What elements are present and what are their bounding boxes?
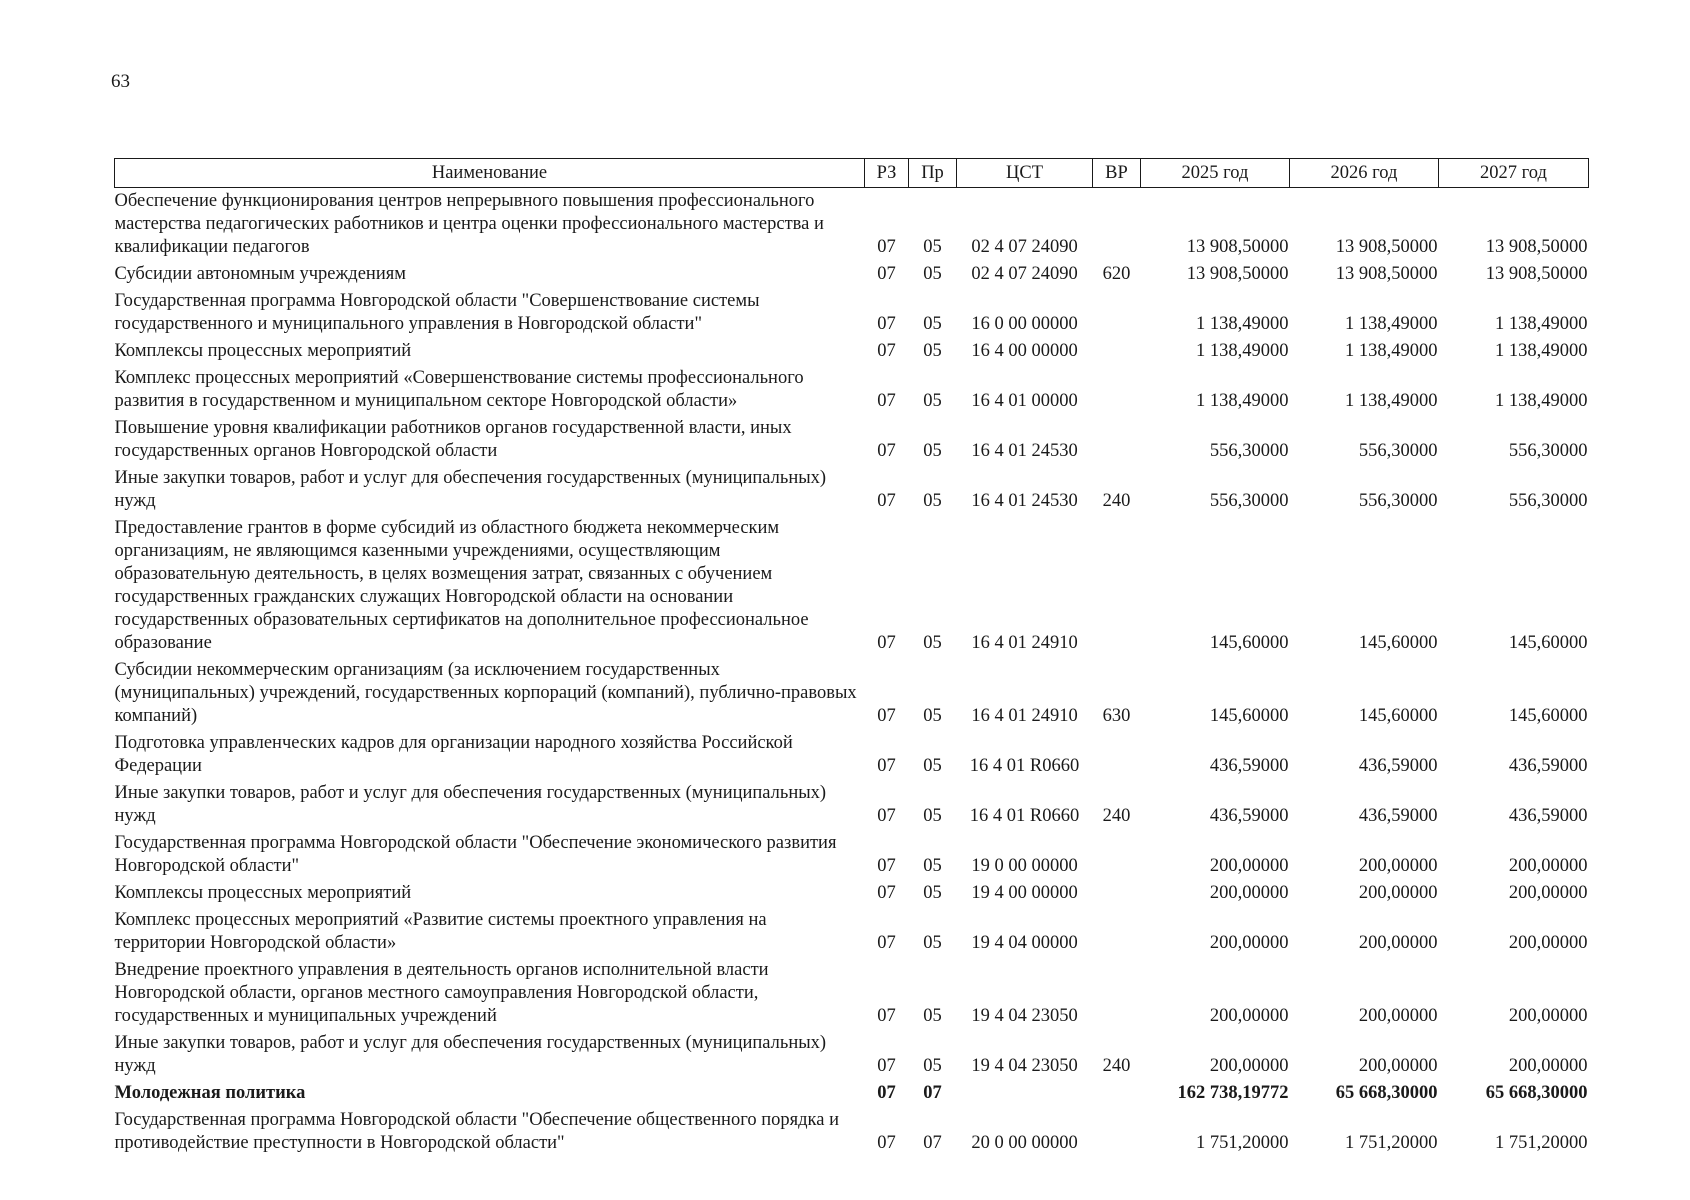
- cell-rz: 07: [877, 856, 896, 876]
- cell-2025: 1 138,49000: [1196, 314, 1289, 334]
- cell-rz: 07: [877, 756, 896, 776]
- cell-2027: 145,60000: [1508, 706, 1588, 726]
- cell-2027: 13 908,50000: [1485, 237, 1588, 257]
- cell-rz: 07: [877, 1056, 896, 1076]
- cell-2025: 436,59000: [1209, 806, 1289, 826]
- cell-cst: 19 4 04 00000: [971, 933, 1078, 953]
- cell-2027: 1 138,49000: [1495, 341, 1588, 361]
- cell-vr: [1093, 1107, 1141, 1157]
- cell-2025: 162 738,19772: [1177, 1083, 1289, 1103]
- cell-name: Обеспечение функционирования центров непрерывного повышения профессионального мастерства педагогических работников и центра оценки профессионального мастерства и квалификации педагогов: [114, 191, 824, 257]
- cell-vr: [1093, 415, 1141, 465]
- cell-cst: 16 4 01 24530: [971, 491, 1078, 511]
- cell-vr: [1093, 880, 1141, 907]
- header-2026: 2026 год: [1290, 159, 1439, 188]
- cell-2025: 1 751,20000: [1196, 1133, 1289, 1153]
- cell-2025: 200,00000: [1209, 883, 1289, 903]
- cell-pr: 05: [923, 706, 942, 726]
- cell-2026: 1 751,20000: [1345, 1133, 1438, 1153]
- cell-2027: 200,00000: [1508, 933, 1588, 953]
- cell-cst: 16 4 01 24910: [971, 633, 1078, 653]
- cell-2025: 1 138,49000: [1196, 391, 1289, 411]
- cell-2027: 13 908,50000: [1485, 264, 1588, 284]
- cell-cst: 02 4 07 24090: [971, 237, 1078, 257]
- cell-name: Комплекс процессных мероприятий «Совершенствование системы профессионального развития в государственном и муниципальном секторе Новгородской области»: [114, 368, 804, 411]
- cell-rz: 07: [877, 314, 896, 334]
- table-header-row: [115, 159, 1589, 188]
- cell-2025: 200,00000: [1209, 1056, 1289, 1076]
- header-rz: РЗ: [865, 159, 909, 188]
- cell-2027: 436,59000: [1508, 756, 1588, 776]
- table-row: [115, 261, 1589, 288]
- cell-cst: 16 4 01 24910: [971, 706, 1078, 726]
- header-2025: 2025 год: [1141, 159, 1290, 188]
- cell-name: Подготовка управленческих кадров для организации народного хозяйства Российской Федерации: [114, 733, 793, 776]
- cell-name: Предоставление грантов в форме субсидий из областного бюджета некоммерческим организациям, не являющимся казенными учреждениями, осуществляющим образовательную деятельность, в целях возмещения затрат, связанных с обучением государственных гражданских служащих Новгородской области на основании государственных образовательных сертификатов на дополнительное профессиональное образование: [114, 518, 809, 653]
- cell-2026: 1 138,49000: [1345, 341, 1438, 361]
- header-2027: 2027 год: [1439, 159, 1589, 188]
- cell-2027: 1 138,49000: [1495, 314, 1588, 334]
- cell-2026: 200,00000: [1358, 933, 1438, 953]
- table-row: [115, 415, 1589, 465]
- cell-pr: 05: [923, 933, 942, 953]
- cell-2026: 200,00000: [1358, 1056, 1438, 1076]
- cell-2025: 145,60000: [1209, 633, 1289, 653]
- cell-2026: 200,00000: [1358, 1006, 1438, 1026]
- cell-cst: 16 0 00 00000: [971, 314, 1078, 334]
- cell-2026: 13 908,50000: [1335, 264, 1438, 284]
- table-row: [115, 780, 1589, 830]
- cell-vr: 620: [1102, 264, 1131, 284]
- cell-2026: 436,59000: [1358, 756, 1438, 776]
- cell-vr: [1093, 957, 1141, 1030]
- table-row: [115, 1080, 1589, 1107]
- table-row: [115, 515, 1589, 657]
- cell-2027: 556,30000: [1508, 441, 1588, 461]
- cell-cst: 19 4 00 00000: [971, 883, 1078, 903]
- table-row: [115, 957, 1589, 1030]
- cell-2026: 65 668,30000: [1335, 1083, 1438, 1103]
- cell-2025: 13 908,50000: [1186, 237, 1289, 257]
- cell-cst: 20 0 00 00000: [971, 1133, 1078, 1153]
- cell-rz: 07: [877, 706, 896, 726]
- cell-vr: [1093, 830, 1141, 880]
- cell-pr: 05: [923, 391, 942, 411]
- table-row: [115, 365, 1589, 415]
- cell-pr: 05: [923, 883, 942, 903]
- cell-cst: 16 4 01 24530: [971, 441, 1078, 461]
- table-row: [115, 338, 1589, 365]
- table-row: [115, 657, 1589, 730]
- cell-2026: 556,30000: [1358, 441, 1438, 461]
- cell-pr: 05: [923, 264, 942, 284]
- cell-pr: 05: [923, 1006, 942, 1026]
- cell-2026: 200,00000: [1358, 883, 1438, 903]
- cell-cst: 02 4 07 24090: [971, 264, 1078, 284]
- cell-2027: 1 138,49000: [1495, 391, 1588, 411]
- table-row: [115, 465, 1589, 515]
- cell-cst: 19 0 00 00000: [971, 856, 1078, 876]
- cell-2025: 145,60000: [1209, 706, 1289, 726]
- cell-2027: 200,00000: [1508, 856, 1588, 876]
- cell-rz: 07: [877, 341, 896, 361]
- cell-2026: 13 908,50000: [1335, 237, 1438, 257]
- cell-cst: 19 4 04 23050: [971, 1006, 1078, 1026]
- cell-pr: 05: [923, 237, 942, 257]
- cell-pr: 05: [923, 633, 942, 653]
- cell-name: Иные закупки товаров, работ и услуг для обеспечения государственных (муниципальных) нужд: [114, 783, 827, 826]
- cell-rz: 07: [877, 264, 896, 284]
- table-row: [115, 730, 1589, 780]
- cell-cst: 16 4 00 00000: [971, 341, 1078, 361]
- cell-cst: [957, 1080, 1093, 1107]
- header-name: Наименование: [115, 159, 865, 188]
- cell-pr: 07: [923, 1083, 942, 1103]
- cell-name: Внедрение проектного управления в деятельность органов исполнительной власти Новгородской области, органов местного самоуправления Новгородской области, государственных и муниципальных учреждений: [114, 960, 769, 1026]
- cell-vr: [1093, 288, 1141, 338]
- cell-vr: 240: [1102, 1056, 1131, 1076]
- cell-rz: 07: [877, 491, 896, 511]
- cell-rz: 07: [877, 237, 896, 257]
- cell-vr: 240: [1102, 806, 1131, 826]
- table-row: [115, 880, 1589, 907]
- cell-name: Повышение уровня квалификации работников органов государственной власти, иных государственных органов Новгородской области: [114, 418, 792, 461]
- cell-2026: 145,60000: [1358, 706, 1438, 726]
- header-cst: ЦСТ: [957, 159, 1093, 188]
- table-row: [115, 188, 1589, 262]
- cell-name: Молодежная политика: [114, 1083, 306, 1103]
- cell-2025: 13 908,50000: [1186, 264, 1289, 284]
- cell-2026: 1 138,49000: [1345, 391, 1438, 411]
- cell-rz: 07: [877, 883, 896, 903]
- cell-2026: 145,60000: [1358, 633, 1438, 653]
- cell-name: Государственная программа Новгородской области "Совершенствование системы государственного и муниципального управления в Новгородской области": [114, 291, 760, 334]
- table-row: [115, 830, 1589, 880]
- cell-name: Комплексы процессных мероприятий: [114, 341, 412, 361]
- cell-vr: [1093, 365, 1141, 415]
- cell-2027: 145,60000: [1508, 633, 1588, 653]
- cell-cst: 16 4 01 00000: [971, 391, 1078, 411]
- cell-2027: 200,00000: [1508, 1006, 1588, 1026]
- cell-rz: 07: [877, 1083, 896, 1103]
- cell-2027: 436,59000: [1508, 806, 1588, 826]
- cell-rz: 07: [877, 441, 896, 461]
- cell-2025: 200,00000: [1209, 933, 1289, 953]
- cell-pr: 05: [923, 856, 942, 876]
- cell-2025: 1 138,49000: [1196, 341, 1289, 361]
- cell-name: Государственная программа Новгородской области "Обеспечение общественного порядка и противодействие преступности в Новгородской области": [114, 1110, 839, 1153]
- cell-rz: 07: [877, 806, 896, 826]
- cell-2027: 200,00000: [1508, 1056, 1588, 1076]
- cell-rz: 07: [877, 391, 896, 411]
- cell-2026: 1 138,49000: [1345, 314, 1438, 334]
- budget-table: [114, 158, 1589, 1157]
- cell-pr: 05: [923, 491, 942, 511]
- table-row: [115, 907, 1589, 957]
- cell-vr: [1093, 730, 1141, 780]
- cell-vr: [1093, 338, 1141, 365]
- cell-vr: [1093, 907, 1141, 957]
- cell-2027: 556,30000: [1508, 491, 1588, 511]
- cell-2026: 556,30000: [1358, 491, 1438, 511]
- cell-name: Комплекс процессных мероприятий «Развитие системы проектного управления на территории Новгородской области»: [114, 910, 767, 953]
- cell-name: Субсидии некоммерческим организациям (за исключением государственных (муниципальных) учреждений, государственных корпораций (компаний), публично-правовых компаний): [114, 660, 857, 726]
- cell-cst: 16 4 01 R0660: [969, 806, 1080, 826]
- cell-2025: 556,30000: [1209, 441, 1289, 461]
- cell-pr: 07: [923, 1133, 942, 1153]
- cell-2025: 200,00000: [1209, 1006, 1289, 1026]
- cell-2025: 200,00000: [1209, 856, 1289, 876]
- table-row: [115, 1107, 1589, 1157]
- cell-vr: 630: [1102, 706, 1131, 726]
- page-number: 63: [111, 71, 130, 92]
- cell-vr: [1093, 515, 1141, 657]
- cell-2025: 556,30000: [1209, 491, 1289, 511]
- cell-rz: 07: [877, 633, 896, 653]
- cell-pr: 05: [923, 441, 942, 461]
- cell-cst: 19 4 04 23050: [971, 1056, 1078, 1076]
- cell-pr: 05: [923, 314, 942, 334]
- table-row: [115, 1030, 1589, 1080]
- cell-pr: 05: [923, 806, 942, 826]
- cell-2026: 200,00000: [1358, 856, 1438, 876]
- cell-pr: 05: [923, 341, 942, 361]
- cell-name: Комплексы процессных мероприятий: [114, 883, 412, 903]
- cell-name: Субсидии автономным учреждениям: [114, 264, 406, 284]
- cell-name: Иные закупки товаров, работ и услуг для обеспечения государственных (муниципальных) нужд: [114, 468, 827, 511]
- cell-rz: 07: [877, 1006, 896, 1026]
- table-body: [115, 188, 1589, 1158]
- cell-name: Иные закупки товаров, работ и услуг для обеспечения государственных (муниципальных) нужд: [114, 1033, 827, 1076]
- cell-rz: 07: [877, 1133, 896, 1153]
- cell-vr: [1093, 188, 1141, 262]
- cell-2026: 436,59000: [1358, 806, 1438, 826]
- cell-cst: 16 4 01 R0660: [969, 756, 1080, 776]
- cell-vr: [1093, 1080, 1141, 1107]
- table-row: [115, 288, 1589, 338]
- cell-2027: 200,00000: [1508, 883, 1588, 903]
- cell-2027: 1 751,20000: [1495, 1133, 1588, 1153]
- cell-vr: 240: [1102, 491, 1131, 511]
- cell-rz: 07: [877, 933, 896, 953]
- cell-2027: 65 668,30000: [1485, 1083, 1588, 1103]
- cell-name: Государственная программа Новгородской области "Обеспечение экономического развития Новгородской области": [114, 833, 837, 876]
- cell-pr: 05: [923, 756, 942, 776]
- header-pr: Пр: [909, 159, 957, 188]
- header-vr: ВР: [1093, 159, 1141, 188]
- cell-2025: 436,59000: [1209, 756, 1289, 776]
- cell-pr: 05: [923, 1056, 942, 1076]
